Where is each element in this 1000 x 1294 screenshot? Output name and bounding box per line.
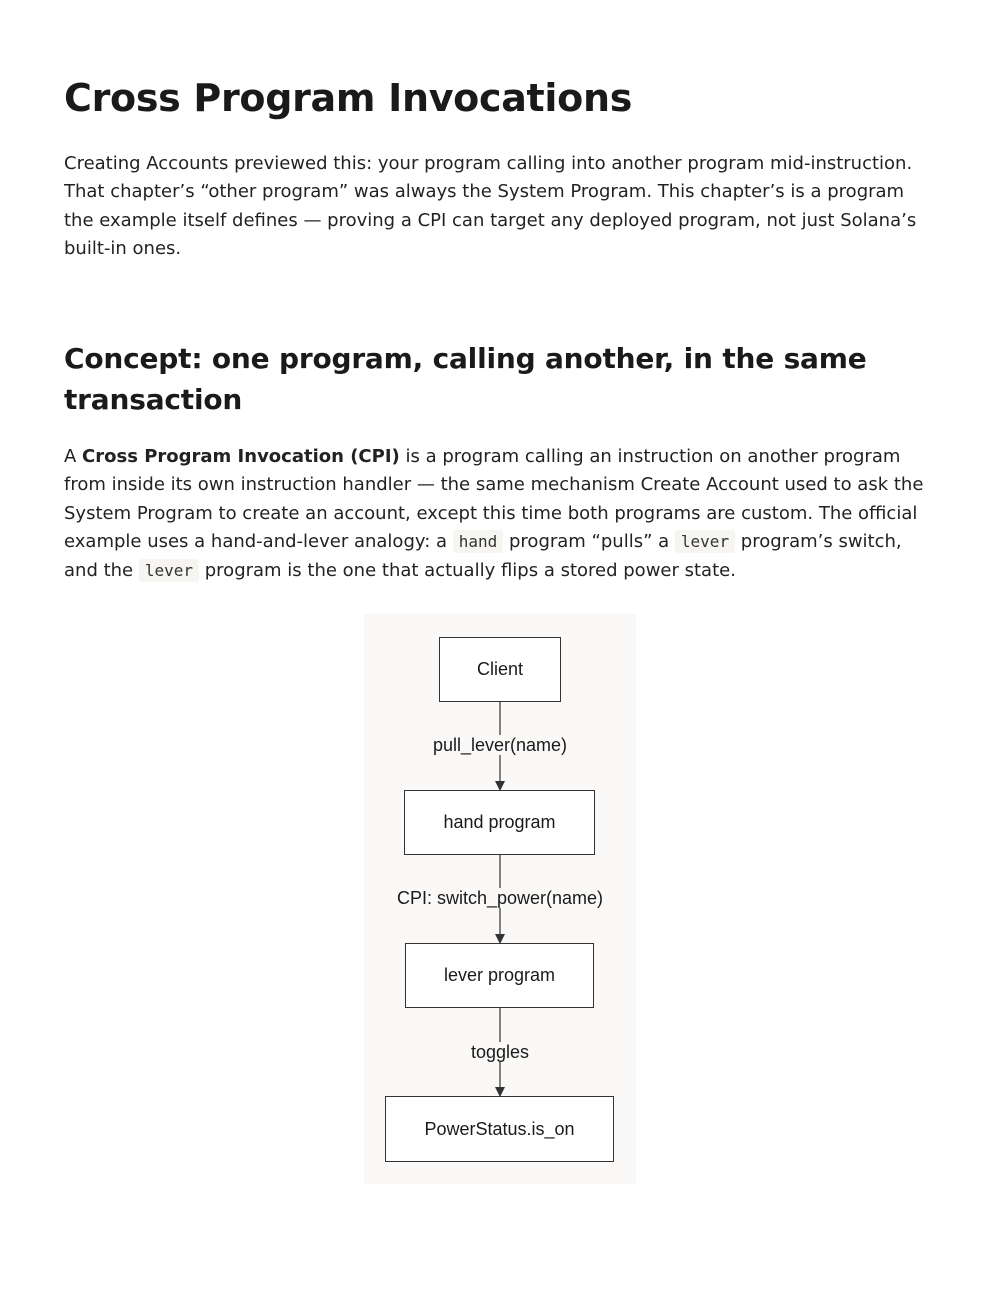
edge-label-toggles (364, 1041, 636, 1063)
code-lever: lever (675, 530, 735, 553)
edge-label-pull-lever-text: pull_lever(name) (432, 735, 568, 755)
edge-label-toggles-text: toggles (470, 1042, 530, 1062)
cpi-term: Cross Program Invocation (CPI) (82, 446, 400, 467)
concept-text-b: is a program calling an instruction on another program from inside its own instruction handler — the same mechanism Create Account used to ask the System Program to create an account, except this time both programs are custom. The official example uses a hand-and-lever analogy: a (64, 446, 924, 553)
edge-label-cpi (364, 887, 636, 909)
node-power-status: PowerStatus.is_on (385, 1096, 614, 1162)
intro-paragraph: Creating Accounts previewed this: your program calling into another program mid-instruction. That chapter’s “other program” was always the System Program. This chapter’s is a program the example itself defines — proving a CPI can target any deployed program, not just Solana’s built-in ones. (64, 153, 917, 260)
concept-text-c: program “pulls” a (503, 531, 675, 553)
node-client: Client (439, 637, 561, 702)
edge-label-pull-lever (364, 734, 636, 756)
concept-text-a: A (64, 446, 83, 467)
concept-paragraph (64, 443, 938, 585)
concept-text-e: program is the one that actually flips a stored power state. (199, 559, 736, 581)
node-hand-program: hand program (404, 790, 595, 855)
concept-text-d: program’s switch, and the (64, 531, 902, 581)
node-lever-program: lever program (405, 943, 594, 1008)
edge-label-cpi-text: CPI: switch_power(name) (396, 888, 604, 908)
page-title: Cross Program Invocations (64, 76, 633, 120)
code-lever: lever (139, 559, 199, 582)
section-heading: Concept: one program, calling another, in the same transaction (64, 342, 867, 416)
cpi-flow-diagram (364, 614, 636, 1184)
code-hand: hand (453, 530, 504, 553)
